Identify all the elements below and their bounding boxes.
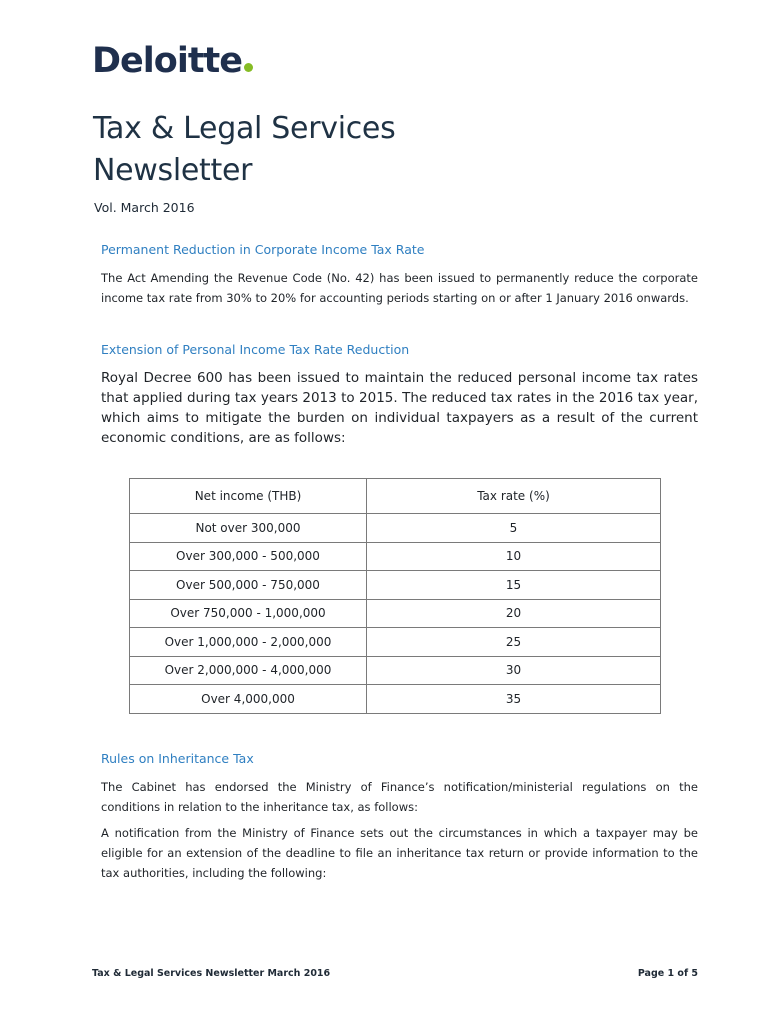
net-income-cell: Over 2,000,000 - 4,000,000: [130, 656, 367, 685]
section-heading-corporate: Permanent Reduction in Corporate Income Tax Rate: [101, 242, 425, 257]
table-row: [130, 599, 661, 628]
table-row: [130, 571, 661, 600]
table-row: [130, 628, 661, 657]
tax-rate-cell: 20: [367, 599, 661, 628]
title-line-2: Newsletter: [93, 153, 253, 188]
footer-page-number: Page 1 of 5: [637, 968, 698, 979]
section-heading-inheritance: Rules on Inheritance Tax: [101, 751, 254, 766]
section-body-corporate: The Act Amending the Revenue Code (No. 42) has been issued to permanently reduce the corporate income tax rate from 30% to 20% for accounting periods starting on or after 1 January 2016 onwards.: [101, 271, 698, 305]
net-income-cell: Not over 300,000: [130, 514, 367, 543]
section-body-inheritance-1: The Cabinet has endorsed the Ministry of Finance’s notification/ministerial regulations on the conditions in relation to the inheritance tax, as follows:: [101, 780, 698, 814]
logo-dot: [244, 63, 253, 72]
volume-label: Vol. March 2016: [94, 200, 195, 215]
table-row: [130, 685, 661, 714]
deloitte-logo: [92, 41, 253, 81]
newsletter-title: [93, 108, 653, 192]
table-row: [130, 656, 661, 685]
tax-rate-cell: 30: [367, 656, 661, 685]
net-income-cell: Over 4,000,000: [130, 685, 367, 714]
tax-rate-table: [129, 478, 661, 714]
table-row: [130, 514, 661, 543]
section-heading-personal: Extension of Personal Income Tax Rate Reduction: [101, 342, 410, 357]
column-header-tax-rate: Tax rate (%): [367, 479, 661, 514]
tax-rate-cell: 5: [367, 514, 661, 543]
logo-text: Deloitte: [92, 41, 243, 81]
net-income-cell: Over 750,000 - 1,000,000: [130, 599, 367, 628]
net-income-cell: Over 500,000 - 750,000: [130, 571, 367, 600]
title-line-1: Tax & Legal Services: [93, 111, 396, 146]
tax-rate-cell: 25: [367, 628, 661, 657]
section-body-inheritance-2: A notification from the Ministry of Finance sets out the circumstances in which a taxpayer may be eligible for an extension of the deadline to file an inheritance tax return or provide information to the tax authorities, including the following:: [101, 826, 698, 880]
footer-newsletter-title: Tax & Legal Services Newsletter March 2016: [92, 968, 331, 979]
tax-rate-cell: 35: [367, 685, 661, 714]
table-row: [130, 542, 661, 571]
net-income-cell: Over 1,000,000 - 2,000,000: [130, 628, 367, 657]
table-header-row: [130, 479, 661, 514]
column-header-net-income: Net income (THB): [130, 479, 367, 514]
tax-rate-cell: 15: [367, 571, 661, 600]
tax-rate-cell: 10: [367, 542, 661, 571]
net-income-cell: Over 300,000 - 500,000: [130, 542, 367, 571]
section-body-personal: Royal Decree 600 has been issued to maintain the reduced personal income tax rates that applied during tax years 2013 to 2015. The reduced tax rates in the 2016 tax year, which aims to mitigate the burden on individual taxpayers as a result of the current economic conditions, are as follows:: [101, 370, 698, 446]
